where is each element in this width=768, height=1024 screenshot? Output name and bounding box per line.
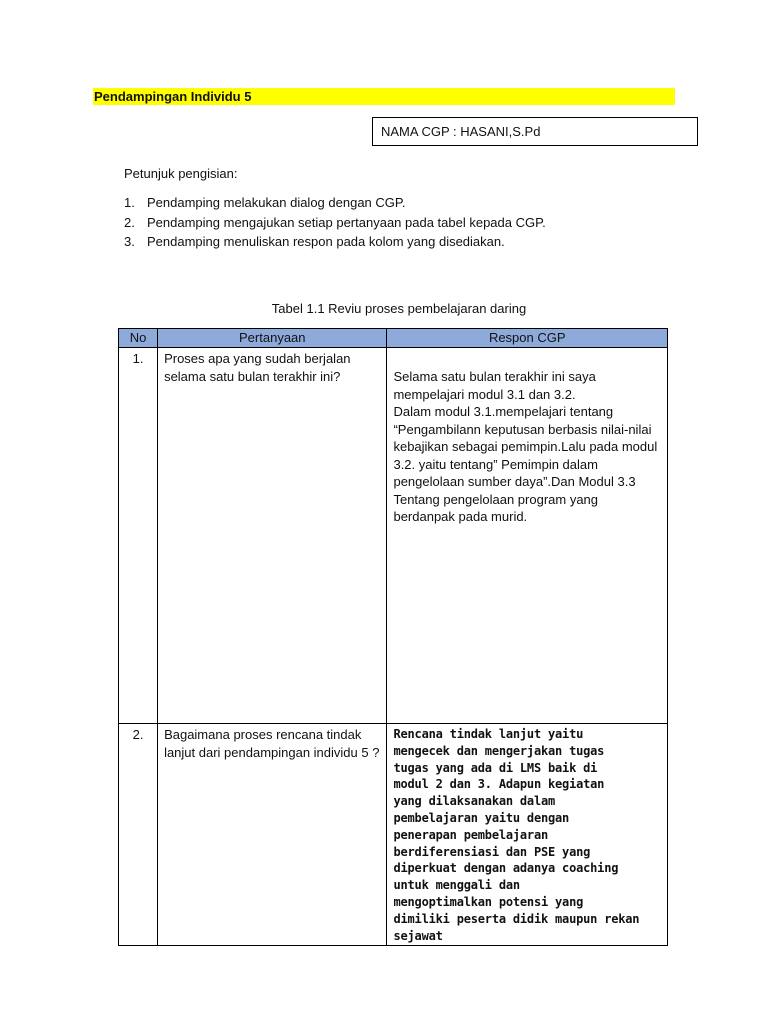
list-item [124,232,546,252]
table-header-row [119,329,668,348]
row-number: 2. [119,724,158,946]
instructions-list [124,193,546,252]
instructions-title: Petunjuk pengisian: [124,166,238,181]
list-item-text: Pendamping menuliskan respon pada kolom yang disediakan. [147,234,505,249]
table-row [119,348,668,724]
row-response: Rencana tindak lanjut yaitu mengecek dan mengerjakan tugas tugas yang ada di LMS baik di modul 2 dan 3. Adapun kegiatan yang dilaksanakan dalam pembelajaran yaitu dengan penerapan pembelajaran berdiferensiasi dan PSE yang diperkuat dengan adanya coaching untuk menggali dan mengoptimalkan potensi yang dimiliki peserta didik maupun rekan sejawat [387,724,668,946]
list-item-text: Pendamping mengajukan setiap pertanyaan pada tabel kepada CGP. [147,214,546,230]
document-heading: Pendampingan Individu 5 [93,88,675,105]
row-question: Proses apa yang sudah berjalan selama satu bulan terakhir ini? [158,348,387,724]
review-table [118,328,668,946]
row-question: Bagaimana proses rencana tindak lanjut dari pendampingan individu 5 ? [158,724,387,946]
list-item-number: 2. [124,214,135,230]
list-item-text: Pendamping melakukan dialog dengan CGP. [147,195,406,210]
list-item [124,193,546,213]
header-response: Respon CGP [387,329,668,348]
row-response [387,348,668,724]
header-no: No [119,329,158,348]
table-row [119,724,668,946]
response-paragraph: Dalam modul 3.1.mempelajari tentang “Pengambilann keputusan berbasis nilai-nilai kebajikan sebagai pemimpin.Lalu pada modul 3.2. yaitu tentang” Pemimpin dalam pengelolaan sumber daya”.Dan Modul 3.3 Tentang pengelolaan program yang berdanpak pada murid. [393,404,658,524]
header-question: Pertanyaan [158,329,387,348]
response-paragraph: Selama satu bulan terakhir ini saya mempelajari modul 3.1 dan 3.2. [393,369,596,402]
table-caption: Tabel 1.1 Reviu proses pembelajaran daring [271,301,527,316]
list-item-number: 1. [124,195,135,210]
row-number: 1. [119,348,158,724]
list-item [124,213,546,233]
list-item-number: 3. [124,234,135,249]
cgp-name-box: NAMA CGP : HASANI,S.Pd [372,117,698,146]
